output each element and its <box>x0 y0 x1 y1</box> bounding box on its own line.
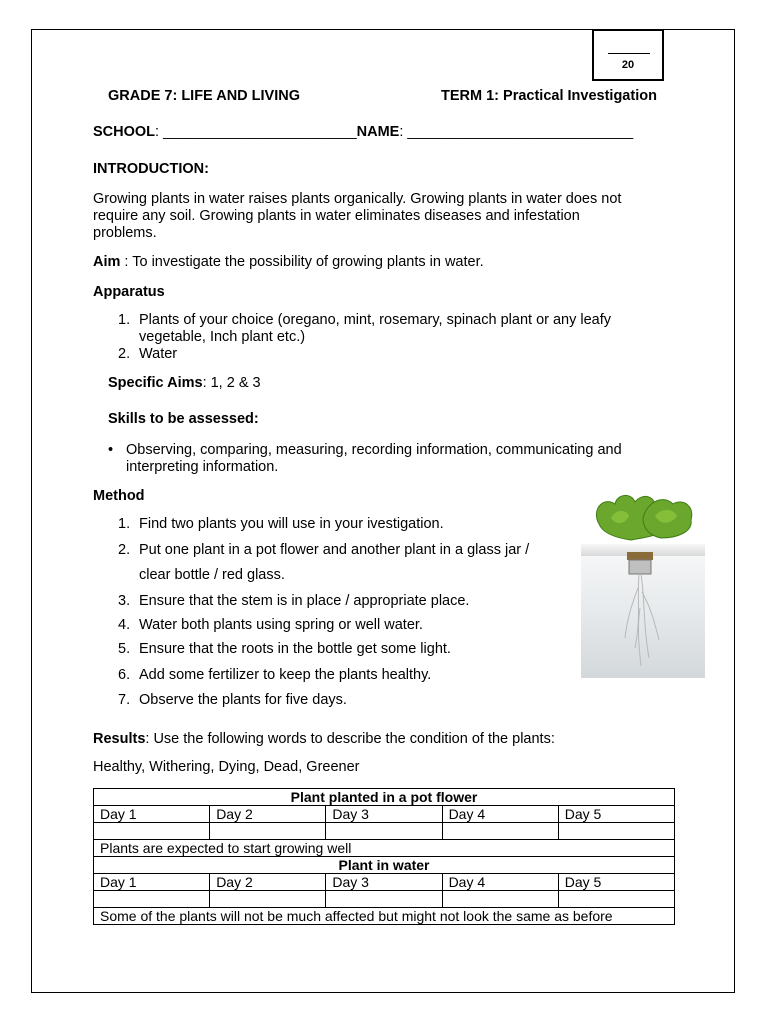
method-heading: Method <box>93 488 145 504</box>
list-number: 2. <box>118 346 131 362</box>
observation-cell[interactable] <box>94 823 210 840</box>
observation-cell[interactable] <box>558 891 674 908</box>
observation-cell[interactable] <box>442 823 558 840</box>
school-label: SCHOOL <box>93 124 156 140</box>
water-plant-note: Some of the plants will not be much affected but might not look the same as before <box>94 908 675 925</box>
step-text: Find two plants you will use in your ivestigation. <box>139 516 444 532</box>
marks-total: 20 <box>621 59 635 71</box>
step-text: Ensure that the stem is in place / appropriate place. <box>139 593 470 609</box>
step-number: 5. <box>118 641 131 657</box>
step-text: Add some fertilizer to keep the plants healthy. <box>139 667 432 683</box>
introduction-heading: INTRODUCTION: <box>93 161 209 177</box>
specific-aims-text: : 1, 2 & 3 <box>202 375 261 391</box>
hydroponic-plant-image <box>581 488 705 678</box>
step-text: Observe the plants for five days. <box>139 692 347 708</box>
step-text: Water both plants using spring or well water. <box>139 617 423 633</box>
specific-aims-label: Specific Aims <box>108 375 203 391</box>
step-text: Ensure that the roots in the bottle get some light. <box>139 641 451 657</box>
specific-aims-line <box>108 375 261 391</box>
day-header: Day 5 <box>558 874 674 891</box>
day-header: Day 2 <box>210 806 326 823</box>
day-header: Day 5 <box>558 806 674 823</box>
observation-cell[interactable] <box>210 891 326 908</box>
apparatus-heading: Apparatus <box>93 284 165 300</box>
method-steps <box>118 516 578 706</box>
day-header: Day 1 <box>94 806 210 823</box>
school-name-line <box>93 124 633 140</box>
skills-heading: Skills to be assessed: <box>108 411 259 427</box>
table-row <box>94 789 675 806</box>
condition-words: Healthy, Withering, Dying, Dead, Greener <box>93 759 360 775</box>
name-field[interactable]: : ____________________________ <box>399 124 634 140</box>
day-header: Day 4 <box>442 806 558 823</box>
observation-cell[interactable] <box>326 823 442 840</box>
step-number: 6. <box>118 667 131 683</box>
aim-line <box>93 254 484 270</box>
step-number: 7. <box>118 692 131 708</box>
table-row <box>94 823 675 840</box>
list-item: Water <box>139 346 178 362</box>
day-header: Day 2 <box>210 874 326 891</box>
list-item: vegetable, Inch plant etc.) <box>139 329 306 345</box>
table-row <box>94 806 675 823</box>
observation-cell[interactable] <box>94 891 210 908</box>
table-row <box>94 891 675 908</box>
step-text: Put one plant in a pot flower and another plant in a glass jar / <box>139 542 530 558</box>
day-header: Day 4 <box>442 874 558 891</box>
results-table <box>93 788 675 925</box>
intro-line: require any soil. Growing plants in water eliminates diseases and infestation <box>93 208 580 224</box>
day-header: Day 1 <box>94 874 210 891</box>
school-field[interactable]: : ________________________ <box>155 124 357 140</box>
pot-flower-note: Plants are expected to start growing well <box>94 840 675 857</box>
day-header: Day 3 <box>326 806 442 823</box>
results-line <box>93 731 555 747</box>
bullet-dot: • <box>108 442 114 458</box>
intro-line: Growing plants in water raises plants organically. Growing plants in water does not <box>93 191 622 207</box>
skills-text: interpreting information. <box>126 459 279 475</box>
table-row <box>94 857 675 874</box>
water-plant-title: Plant in water <box>94 857 675 874</box>
day-header: Day 3 <box>326 874 442 891</box>
aim-text: : To investigate the possibility of growing plants in water. <box>120 254 484 270</box>
name-label: NAME <box>356 124 400 140</box>
step-number: 2. <box>118 542 131 558</box>
skills-text: Observing, comparing, measuring, recording information, communicating and <box>126 442 622 458</box>
step-number: 1. <box>118 516 131 532</box>
observation-cell[interactable] <box>210 823 326 840</box>
score-blank-line <box>608 53 650 54</box>
step-number: 3. <box>118 593 131 609</box>
observation-cell[interactable] <box>558 823 674 840</box>
observation-cell[interactable] <box>442 891 558 908</box>
table-row <box>94 874 675 891</box>
observation-cell[interactable] <box>326 891 442 908</box>
marks-box <box>592 29 664 81</box>
results-text: : Use the following words to describe the condition of the plants: <box>145 731 555 747</box>
intro-line: problems. <box>93 225 157 241</box>
introduction-text <box>93 191 673 242</box>
table-row <box>94 908 675 925</box>
apparatus-list <box>118 312 658 364</box>
step-text: clear bottle / red glass. <box>139 567 285 583</box>
pot-flower-title: Plant planted in a pot flower <box>94 789 675 806</box>
list-item: Plants of your choice (oregano, mint, rosemary, spinach plant or any leafy <box>139 312 612 328</box>
grade-title: GRADE 7: LIFE AND LIVING <box>108 88 300 104</box>
table-row <box>94 840 675 857</box>
aim-label: Aim <box>93 254 121 270</box>
step-number: 4. <box>118 617 131 633</box>
term-title: TERM 1: Practical Investigation <box>441 88 657 104</box>
list-number: 1. <box>118 312 131 328</box>
results-label: Results <box>93 731 146 747</box>
